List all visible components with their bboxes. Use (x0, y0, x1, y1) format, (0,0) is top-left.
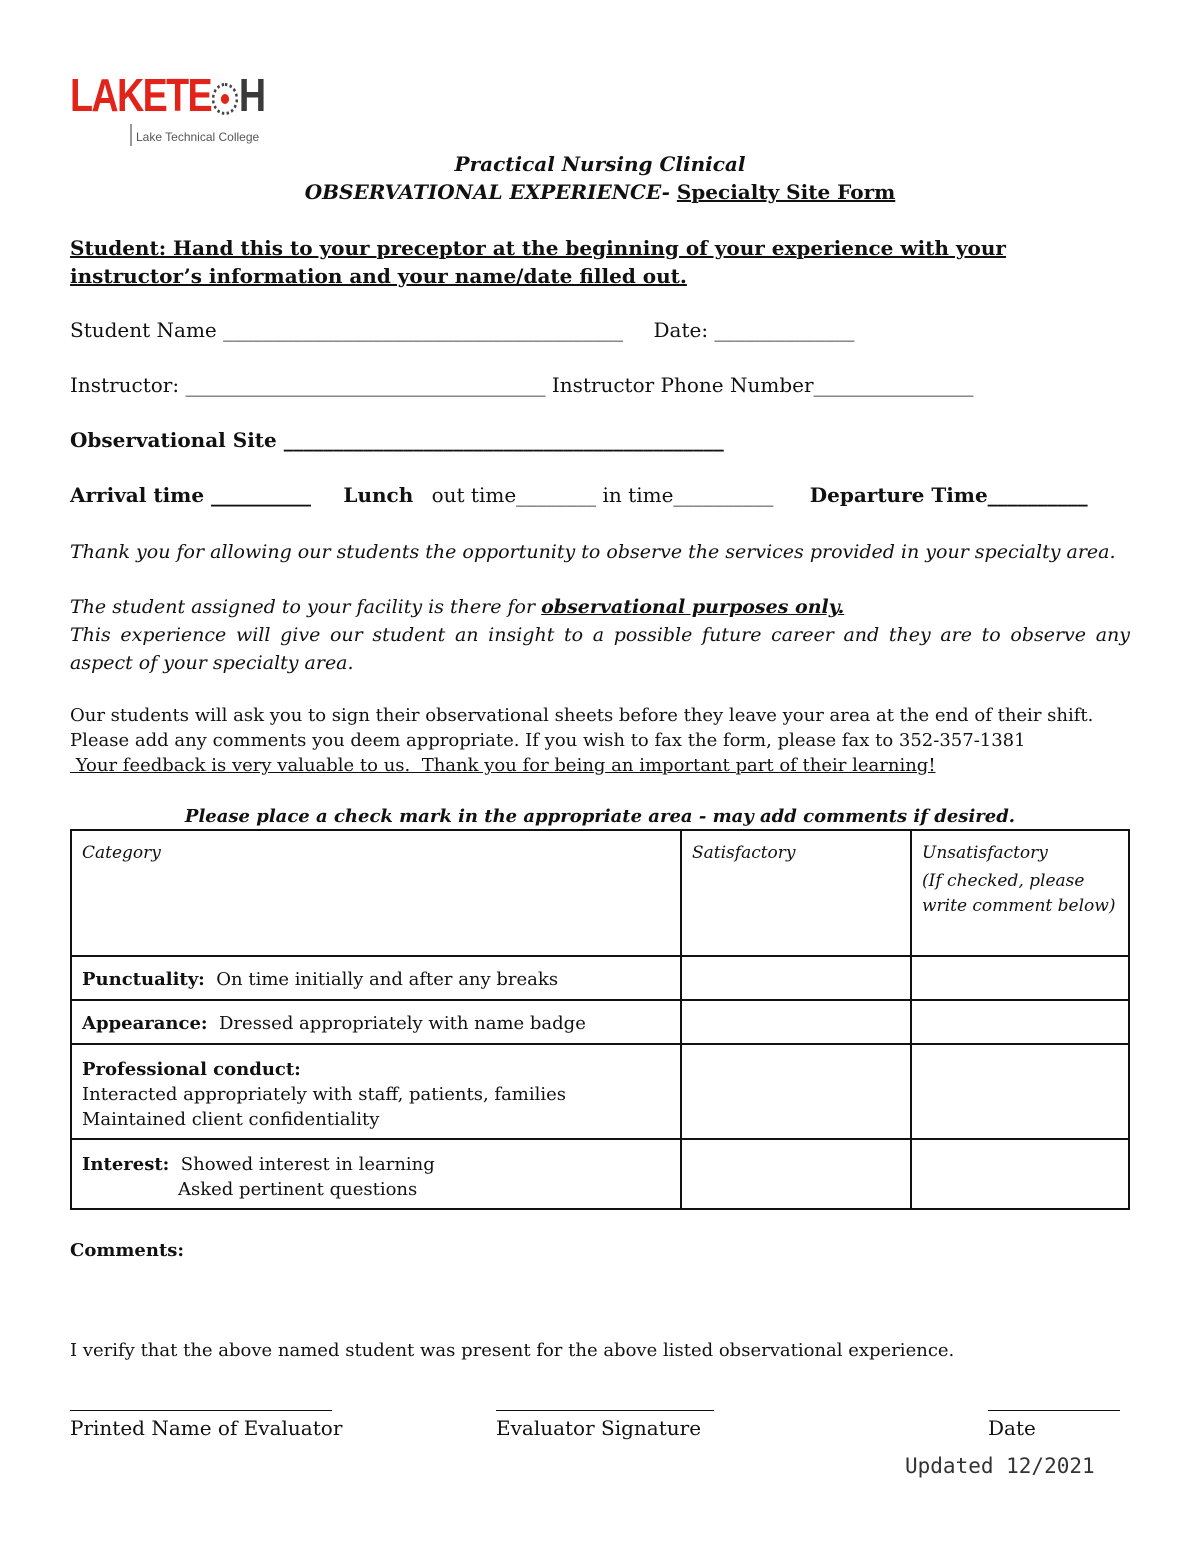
instructor-row (70, 373, 974, 397)
signature-line[interactable] (496, 1410, 714, 1411)
table-row (71, 956, 1129, 1000)
comments-label: Comments: (70, 1240, 185, 1261)
table-header-row (71, 830, 1129, 956)
arrival-time-field[interactable]: Arrival time __________ (70, 483, 312, 507)
evaluator-signature-label: Evaluator Signature (496, 1416, 702, 1440)
instructor-field[interactable]: Instructor: ____________________________________ (70, 373, 546, 397)
lunch-label: Lunch (343, 483, 414, 507)
date-field[interactable]: Date: ______________ (653, 318, 855, 342)
unsatisfactory-note: (If checked, please write comment below) (922, 871, 1116, 916)
satisfactory-checkbox-cell[interactable] (681, 1000, 911, 1044)
student-name-row (70, 318, 854, 342)
printed-name-label: Printed Name of Evaluator (70, 1416, 343, 1440)
sign-request-text: Our students will ask you to sign their observational sheets before they leave your area at the end of their shift. (70, 705, 1094, 726)
observational-site-field[interactable]: Observational Site ____________________________________________ (70, 428, 724, 452)
category-cell: Professional conduct: Interacted appropriately with staff, patients, families Maintained client confidentiality (71, 1044, 681, 1139)
unsatisfactory-checkbox-cell[interactable] (911, 956, 1129, 1000)
category-cell: Interest: Showed interest in learning Asked pertinent questions (71, 1139, 681, 1209)
laketech-logo (70, 69, 265, 152)
logo-wordmark: LAKETE H (70, 69, 265, 121)
satisfactory-checkbox-cell[interactable] (681, 1044, 911, 1139)
student-instruction: Student: Hand this to your preceptor at the beginning of your experience with your instructor’s information and your name/date filled out. (70, 236, 1006, 288)
experience-text: This experience will give our student an insight to a possible future career and they are to observe any aspect of your specialty area. (70, 624, 1130, 674)
form-subtitle: OBSERVATIONAL EXPERIENCE- Specialty Site Form (304, 180, 896, 204)
printed-name-line[interactable] (70, 1410, 332, 1411)
table-row (71, 1139, 1129, 1209)
verify-text: I verify that the above named student was present for the above listed observational experience. (70, 1340, 955, 1361)
fax-note-text: Please add any comments you deem appropriate. If you wish to fax the form, please fax to 352-357-1381 (70, 730, 1026, 751)
header-unsatisfactory: Unsatisfactory (If checked, please write comment below) (911, 830, 1129, 956)
satisfactory-checkbox-cell[interactable] (681, 1139, 911, 1209)
unsatisfactory-checkbox-cell[interactable] (911, 1139, 1129, 1209)
observational-purpose-text: The student assigned to your facility is there for observational purposes only. (70, 596, 845, 618)
date-label: Date (988, 1416, 1036, 1440)
header-category: Category (71, 830, 681, 956)
times-row (70, 483, 1088, 507)
satisfactory-checkbox-cell[interactable] (681, 956, 911, 1000)
instructor-phone-field[interactable]: Instructor Phone Number________________ (551, 373, 974, 397)
header-satisfactory: Satisfactory (681, 830, 911, 956)
logo-divider (130, 124, 132, 146)
lunch-out-field[interactable]: out time________ (431, 483, 597, 507)
table-row (71, 1044, 1129, 1139)
departure-time-field[interactable]: Departure Time__________ (809, 483, 1088, 507)
student-name-field[interactable]: Student Name ________________________________________ (70, 318, 624, 342)
unsatisfactory-checkbox-cell[interactable] (911, 1000, 1129, 1044)
lunch-in-field[interactable]: in time__________ (602, 483, 774, 507)
category-cell: Punctuality: On time initially and after any breaks (71, 956, 681, 1000)
unsatisfactory-checkbox-cell[interactable] (911, 1044, 1129, 1139)
date-line[interactable] (988, 1410, 1120, 1411)
feedback-text: Your feedback is very valuable to us. Thank you for being an important part of their learning! (70, 755, 936, 776)
gear-icon (212, 83, 238, 115)
category-cell: Appearance: Dressed appropriately with name badge (71, 1000, 681, 1044)
table-row (71, 1000, 1129, 1044)
evaluation-table (70, 829, 1130, 1210)
logo-subtitle: Lake Technical College (136, 130, 260, 144)
form-title: Practical Nursing Clinical (454, 152, 746, 176)
updated-note: Updated 12/2021 (905, 1454, 1095, 1478)
thank-you-text: Thank you for allowing our students the opportunity to observe the services provided in your specialty area. (70, 541, 1116, 563)
table-caption: Please place a check mark in the appropriate area - may add comments if desired. (184, 806, 1016, 827)
